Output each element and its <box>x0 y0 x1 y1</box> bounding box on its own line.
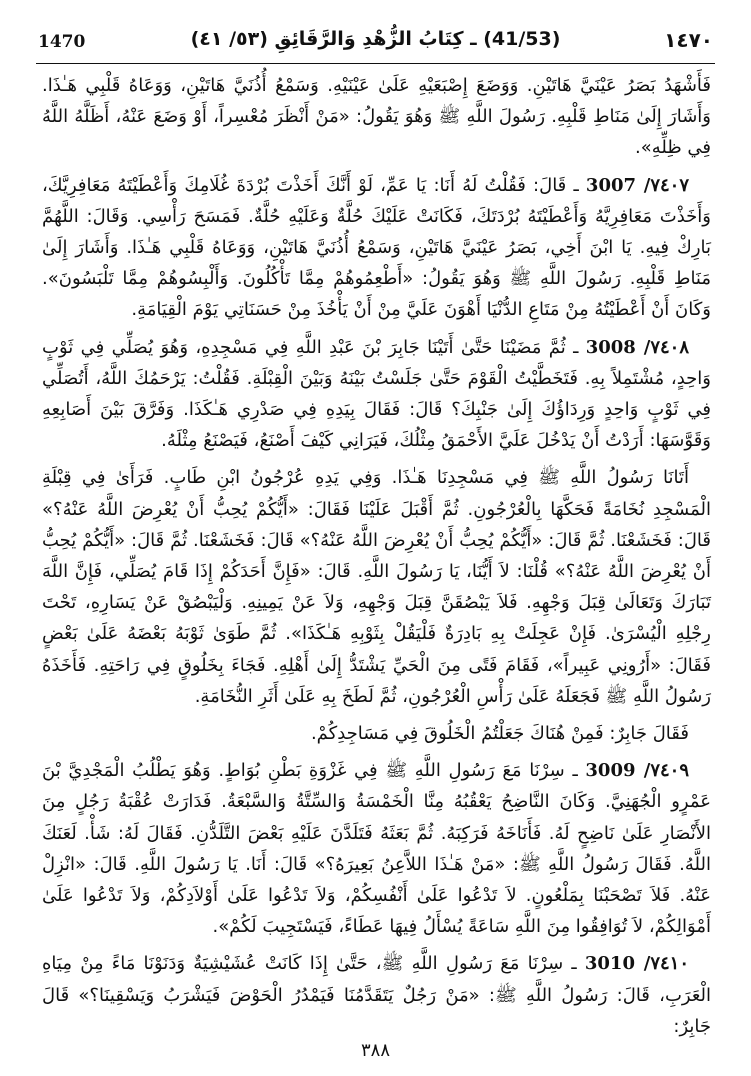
paragraph-text: ـ سِرْنَا مَعَ رَسُولِ اللَّهِ ﷺ فِي غَزْوَةِ بَطْنِ بُوَاطٍ. وَهُوَ يَطْلُبُ الْمَجْدِيَّ بْنَ عَمْرٍو الْجُهَنِيَّ. وَكَانَ النَّاضِحُ يَعْقُبُهُ مِنَّا الْخَمْسَةُ وَالسِّتَّةُ وَالسَّبْعَةُ. فَدَارَتْ عُقْبَةُ رَجُلٍ مِنَ الأَنْصَارِ عَلَىٰ نَاضِحٍ لَهُ. فَأَنَاخَهُ فَرَكِبَهُ. ثُمَّ بَعَثَهُ فَتَلَدَّنَ عَلَيْهِ بَعْضَ التَّلَدُّنِ. فَقَالَ لَهُ: شَأْ. لَعَنَكَ اللَّهُ. فَقَالَ رَسُولُ اللَّهِ ﷺ: «مَنْ هَـٰذَا اللاَّعِنُ بَعِيرَهُ؟» قَالَ: أَنَا. يَا رَسُولَ اللَّهِ. قَالَ: «انْزِلْ عَنْهُ. فَلاَ تَصْحَبْنَا بِمَلْعُونٍ. لاَ تَدْعُوا عَلَىٰ أَنْفُسِكُمْ، وَلاَ تَدْعُوا عَلَىٰ أَوْلاَدِكُمْ، وَلاَ تَدْعُوا عَلَىٰ أَمْوَالِكُمْ، لاَ تُوَافِقُوا مِنَ اللَّهِ سَاعَةً يُسْأَلُ فِيهَا عَطَاءً، فَيَسْتَجِيبَ لَكُمْ». <box>42 760 711 938</box>
hadith-number: ٧٤٠٨/ 3008 <box>585 336 689 358</box>
page-header <box>38 26 713 60</box>
paragraph-text: ـ سِرْنَا مَعَ رَسُولِ اللَّهِ ﷺ، حَتَّىٰ إِذَا كَانَتْ عُشَيْشِيَةٌ وَدَنَوْنَا مَاءً مِنْ مِيَاهِ الْعَرَبِ، قَالَ: رَسُولُ اللَّهِ ﷺ: «مَنْ رَجُلٌ يَتَقَدَّمُنَا فَيَمْدُرُ الْحَوْضَ فَيَشْرَبُ وَيَسْقِينَا؟» قَالَ جَابِرٌ: <box>42 953 711 1037</box>
paragraph <box>42 948 711 1042</box>
paragraph-text: فَأَشْهَدُ بَصَرُ عَيْنَيَّ هَاتَيْنِ. وَوَضَعَ إِصْبَعَيْهِ عَلَىٰ عَيْنَيْهِ. وَسَمْعُ أُذُنَيَّ هَاتَيْنِ، وَوَعَاهُ قَلْبِي هَـٰذَا. وَأَشَارَ إِلَىٰ مَنَاطِ قَلْبِهِ. رَسُولَ اللَّهِ ﷺ وَهُوَ يَقُولُ: «مَنْ أَنْظَرَ مُعْسِراً، أَوْ وَضَعَ عَنْهُ، أَظَلَّهُ اللَّهُ فِي ظِلِّهِ». <box>42 75 711 159</box>
paragraph <box>42 70 711 164</box>
running-title: (41/53) ـ كِتَابُ الزُّهْدِ وَالرَّقَائِقِ (٥٣/ ٤١) <box>190 28 561 50</box>
hadith-number: ٧٤٠٩/ 3009 <box>585 760 689 782</box>
text-body <box>42 70 711 1037</box>
paragraph-text: أَتَانَا رَسُولُ اللَّهِ ﷺ فِي مَسْجِدِنَا هَـٰذَا. وَفِي يَدِهِ عُرْجُونُ ابْنِ طَابٍ. فَرَأَىٰ فِي قِبْلَةِ الْمَسْجِدِ نُخَامَةً فَحَكَّهَا بِالْعُرْجُونِ. ثُمَّ أَقْبَلَ عَلَيْنَا فَقَالَ: «أَيُّكُمْ يُحِبُّ أَنْ يُعْرِضَ اللَّهُ عَنْهُ؟» قَالَ: فَخَشَعْنَا. ثُمَّ قَالَ: «أَيُّكُمْ يُحِبُّ أَنْ يُعْرِضَ اللَّهُ عَنْهُ؟» قَالَ: فَخَشَعْنَا. ثُمَّ قَالَ: «أَيُّكُمْ يُحِبُّ أَنْ يُعْرِضَ اللَّهُ عَنْهُ؟» قُلْنَا: لاَ أَيُّنَا، يَا رَسُولَ اللَّهِ. قَالَ: «فَإِنَّ أَحَدَكُمْ إِذَا قَامَ يُصَلِّي، فَإِنَّ اللَّهَ تَبَارَكَ وَتَعَالَىٰ قِبَلَ وَجْهِهِ. فَلاَ يَبْصُقَنَّ قِبَلَ وَجْهِهِ، وَلاَ عَنْ يَمِينِهِ. وَلْيَبْصُقْ عَنْ يَسَارِهِ، تَحْتَ رِجْلِهِ الْيُسْرَىٰ. فَإِنْ عَجِلَتْ بِهِ بَادِرَةٌ فَلْيَقُلْ بِثَوْبِهِ هَـٰكَذَا». ثُمَّ طَوَىٰ ثَوْبَهُ بَعْضَهُ عَلَىٰ بَعْضٍ فَقَالَ: «أَرُونِي عَبِيراً»، فَقَامَ فَتًى مِنَ الْحَيِّ يَشْتَدُّ إِلَىٰ أَهْلِهِ. فَجَاءَ بِخَلُوقٍ فِي رَاحَتِهِ. فَأَخَذَهُ رَسُولُ اللَّهِ ﷺ فَجَعَلَهُ عَلَىٰ رَأْسِ الْعُرْجُونِ، ثُمَّ لَطَخَ بِهِ عَلَىٰ أَثَرِ النُّخَامَةِ. <box>42 467 711 707</box>
paragraph <box>42 755 711 942</box>
paragraph <box>42 170 711 326</box>
hadith-number: ٧٤١٠/ 3010 <box>584 953 689 975</box>
footer-page-number: ٣٨٨ <box>360 1040 390 1061</box>
page-number-arabic: ١٤٧٠ <box>664 28 713 52</box>
paragraph-text: فَقَالَ جَابِرٌ: فَمِنْ هُنَاكَ جَعَلْتُمُ الْخَلُوقَ فِي مَسَاجِدِكُمْ. <box>310 723 689 745</box>
paragraph <box>42 332 711 457</box>
paragraph <box>42 462 711 712</box>
paragraph-text: ـ قَالَ: فَقُلْتُ لَهُ أَنَا: يَا عَمِّ، لَوْ أَنَّكَ أَخَذْتَ بُرْدَةَ غُلَامِكَ وَأَعْطَيْتَهُ مَعَافِرِيَّكَ، وَأَخَذْتَ مَعَافِرِيَّهُ وَأَعْطَيْتَهُ بُرْدَتَكَ، فَكَانَتْ عَلَيْكَ حُلَّةٌ وَعَلَيْهِ حُلَّةٌ. فَمَسَحَ رَأْسِي. وَقَالَ: اللَّهُمَّ بَارِكْ فِيهِ. يَا ابْنَ أَخِي، بَصَرُ عَيْنَيَّ هَاتَيْنِ، وَسَمْعُ أُذُنَيَّ هَاتَيْنِ، وَوَعَاهُ قَلْبِي هَـٰذَا. وَأَشَارَ إِلَىٰ مَنَاطِ قَلْبِهِ. رَسُولَ اللَّهِ ﷺ وَهُوَ يَقُولُ: «أَطْعِمُوهُمْ مِمَّا تَأْكُلُونَ. وَأَلْبِسُوهُمْ مِمَّا تَلْبَسُونَ». وَكَانَ أَنْ أَعْطَيْتُهُ مِنْ مَتَاعِ الدُّنْيَا أَهْوَنَ عَلَيَّ مِنْ أَنْ يَأْخُذَ مِنْ حَسَنَاتِي يَوْمَ الْقِيَامَةِ. <box>42 174 711 321</box>
hadith-number: ٧٤٠٧/ 3007 <box>585 174 689 196</box>
paragraph <box>42 718 711 749</box>
page-footer <box>0 1040 751 1061</box>
page-number-latin: 1470 <box>38 32 86 52</box>
header-rule <box>36 63 715 64</box>
paragraph-text: ـ ثُمَّ مَضَيْنَا حَتَّىٰ أَتَيْنَا جَابِرَ بْنَ عَبْدِ اللَّهِ فِي مَسْجِدِهِ، وَهُوَ يُصَلِّي فِي ثَوْبٍ وَاحِدٍ، مُشْتَمِلاً بِهِ. فَتَخَطَّيْتُ الْقَوْمَ حَتَّىٰ جَلَسْتُ بَيْنَهُ وَبَيْنَ الْقِبْلَةِ. فَقُلْتُ: يَرْحَمُكَ اللَّهُ، أَتُصَلِّي فِي ثَوْبٍ وَاحِدٍ وَرِدَاؤُكَ إِلَىٰ جَنْبِكَ؟ قَالَ: فَقَالَ بِيَدِهِ فِي صَدْرِي هَـٰكَذَا. وَفَرَّقَ بَيْنَ أَصَابِعِهِ وَقَوَّسَهَا: أَرَدْتُ أَنْ يَدْخُلَ عَلَيَّ الأَحْمَقُ مِثْلُكَ، فَيَرَانِي كَيْفَ أَصْنَعُ، فَيَصْنَعُ مِثْلَهُ. <box>42 336 711 452</box>
